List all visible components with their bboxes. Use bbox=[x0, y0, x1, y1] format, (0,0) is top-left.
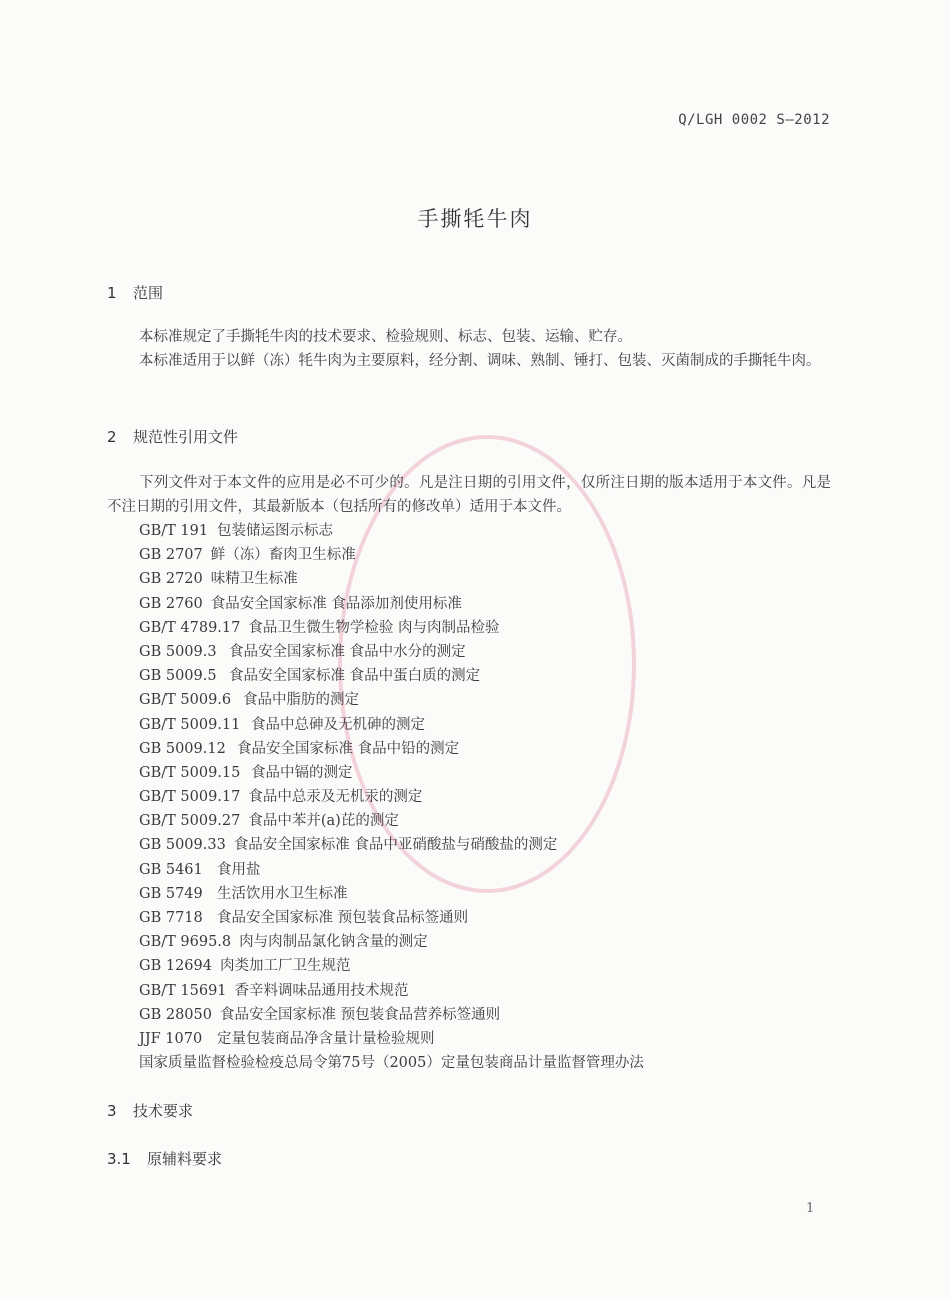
section-number: 2 bbox=[107, 428, 117, 446]
scope-paragraph-1: 本标准规定了手撕牦牛肉的技术要求、检验规则、标志、包装、运输、贮存。 bbox=[139, 329, 632, 345]
reference-title: 定量包装商品净含量计量检验规则 bbox=[217, 1030, 435, 1047]
section-number: 3 bbox=[107, 1102, 117, 1120]
section-heading-technical-requirements bbox=[107, 1100, 193, 1121]
reference-item bbox=[139, 1003, 644, 1027]
reference-title: 肉与肉制品氯化钠含量的测定 bbox=[239, 934, 428, 951]
reference-item bbox=[139, 567, 644, 591]
reference-item bbox=[139, 737, 644, 761]
page-number: 1 bbox=[806, 1201, 815, 1216]
reference-title: 食品安全国家标准 预包装食品标签通则 bbox=[217, 910, 469, 926]
reference-item bbox=[139, 713, 644, 737]
reference-item bbox=[139, 519, 644, 543]
section-heading-scope bbox=[107, 282, 163, 303]
reference-code: GB 5009.12 bbox=[139, 740, 226, 757]
reference-code: 国家质量监督检验检疫总局令第75号（2005） bbox=[139, 1055, 441, 1072]
reference-item bbox=[139, 954, 644, 978]
reference-item bbox=[139, 688, 644, 712]
reference-code: GB 5749 bbox=[139, 885, 203, 902]
reference-title: 味精卫生标准 bbox=[210, 571, 298, 588]
reference-title: 肉类加工厂卫生规范 bbox=[219, 958, 351, 975]
reference-code: GB/T 5009.17 bbox=[139, 789, 241, 806]
reference-item bbox=[139, 640, 644, 664]
reference-item bbox=[139, 858, 644, 882]
reference-code: GB 5009.5 bbox=[139, 668, 217, 685]
reference-item bbox=[139, 592, 644, 616]
reference-item bbox=[139, 785, 644, 809]
section-title: 规范性引用文件 bbox=[133, 428, 239, 446]
reference-item bbox=[139, 1051, 644, 1075]
reference-code: GB/T 4789.17 bbox=[139, 619, 241, 636]
reference-title: 食品中苯并(a)芘的测定 bbox=[248, 813, 399, 830]
reference-title: 食品中总汞及无机汞的测定 bbox=[248, 789, 423, 806]
section-number: 1 bbox=[107, 284, 117, 302]
reference-title: 食品安全国家标准 食品中蛋白质的测定 bbox=[229, 668, 481, 685]
section-number: 3.1 bbox=[107, 1150, 131, 1168]
reference-title: 包装储运图示标志 bbox=[217, 523, 333, 539]
reference-code: GB 2707 bbox=[139, 547, 203, 564]
reference-title: 食品中脂肪的测定 bbox=[243, 692, 359, 709]
references-intro-paragraph: 下列文件对于本文件的应用是必不可少的。凡是注日期的引用文件，仅所注日期的版本适用于本文件。凡是不注日期的引用文件，其最新版本（包括所有的修改单）适用于本文件。 bbox=[107, 475, 831, 515]
section-title: 技术要求 bbox=[133, 1102, 194, 1120]
reference-code: JJF 1070 bbox=[139, 1030, 203, 1047]
reference-code: GB 12694 bbox=[139, 958, 212, 975]
reference-item bbox=[139, 1027, 644, 1051]
document-code: Q/LGH 0002 S—2012 bbox=[678, 112, 830, 128]
reference-list bbox=[139, 519, 644, 1075]
reference-code: GB 2760 bbox=[139, 595, 203, 612]
reference-title: 食品安全国家标准 食品中亚硝酸盐与硝酸盐的测定 bbox=[233, 837, 558, 854]
reference-item bbox=[139, 882, 644, 906]
section-heading-raw-materials bbox=[107, 1148, 222, 1169]
reference-title: 鲜（冻）畜肉卫生标准 bbox=[210, 547, 356, 564]
reference-item bbox=[139, 543, 644, 567]
reference-code: GB 28050 bbox=[139, 1006, 212, 1023]
reference-item bbox=[139, 664, 644, 688]
reference-code: GB/T 9695.8 bbox=[139, 934, 232, 951]
reference-title: 食品安全国家标准 食品中铅的测定 bbox=[237, 740, 460, 757]
reference-title: 食品中镉的测定 bbox=[251, 764, 353, 781]
reference-item bbox=[139, 809, 644, 833]
reference-item bbox=[139, 906, 644, 930]
section-title: 原辅料要求 bbox=[147, 1150, 223, 1168]
reference-code: GB/T 5009.11 bbox=[139, 716, 241, 733]
reference-code: GB 2720 bbox=[139, 571, 203, 588]
document-title: 手撕牦牛肉 bbox=[417, 207, 533, 231]
reference-code: GB/T 191 bbox=[139, 523, 209, 539]
reference-code: GB 5009.33 bbox=[139, 837, 226, 854]
reference-item bbox=[139, 979, 644, 1003]
reference-code: GB 5461 bbox=[139, 861, 203, 878]
reference-title: 定量包装商品计量监督管理办法 bbox=[440, 1055, 644, 1072]
reference-title: 食品安全国家标准 食品中水分的测定 bbox=[229, 643, 466, 660]
reference-title: 食用盐 bbox=[217, 861, 261, 878]
reference-item bbox=[139, 930, 644, 954]
reference-code: GB/T 15691 bbox=[139, 982, 227, 999]
scope-paragraph-2: 本标准适用于以鲜（冻）牦牛肉为主要原料，经分割、调味、熟制、锤打、包装、灭菌制成的手撕牦牛肉。 bbox=[139, 353, 821, 369]
section-heading-normative-references bbox=[107, 426, 238, 447]
reference-code: GB/T 5009.15 bbox=[139, 764, 241, 781]
reference-code: GB/T 5009.6 bbox=[139, 692, 232, 709]
section-title: 范围 bbox=[133, 284, 164, 302]
reference-code: GB/T 5009.27 bbox=[139, 813, 241, 830]
reference-title: 食品中总砷及无机砷的测定 bbox=[251, 716, 425, 733]
reference-title: 生活饮用水卫生标准 bbox=[217, 885, 348, 902]
reference-title: 香辛料调味品通用技术规范 bbox=[234, 982, 409, 999]
reference-title: 食品安全国家标准 食品添加剂使用标准 bbox=[210, 595, 462, 612]
reference-item bbox=[139, 761, 644, 785]
reference-code: GB 7718 bbox=[139, 910, 203, 926]
reference-title: 食品卫生微生物学检验 肉与肉制品检验 bbox=[248, 619, 500, 636]
reference-item bbox=[139, 833, 644, 857]
reference-item bbox=[139, 616, 644, 640]
reference-code: GB 5009.3 bbox=[139, 643, 217, 660]
reference-title: 食品安全国家标准 预包装食品营养标签通则 bbox=[219, 1006, 501, 1023]
